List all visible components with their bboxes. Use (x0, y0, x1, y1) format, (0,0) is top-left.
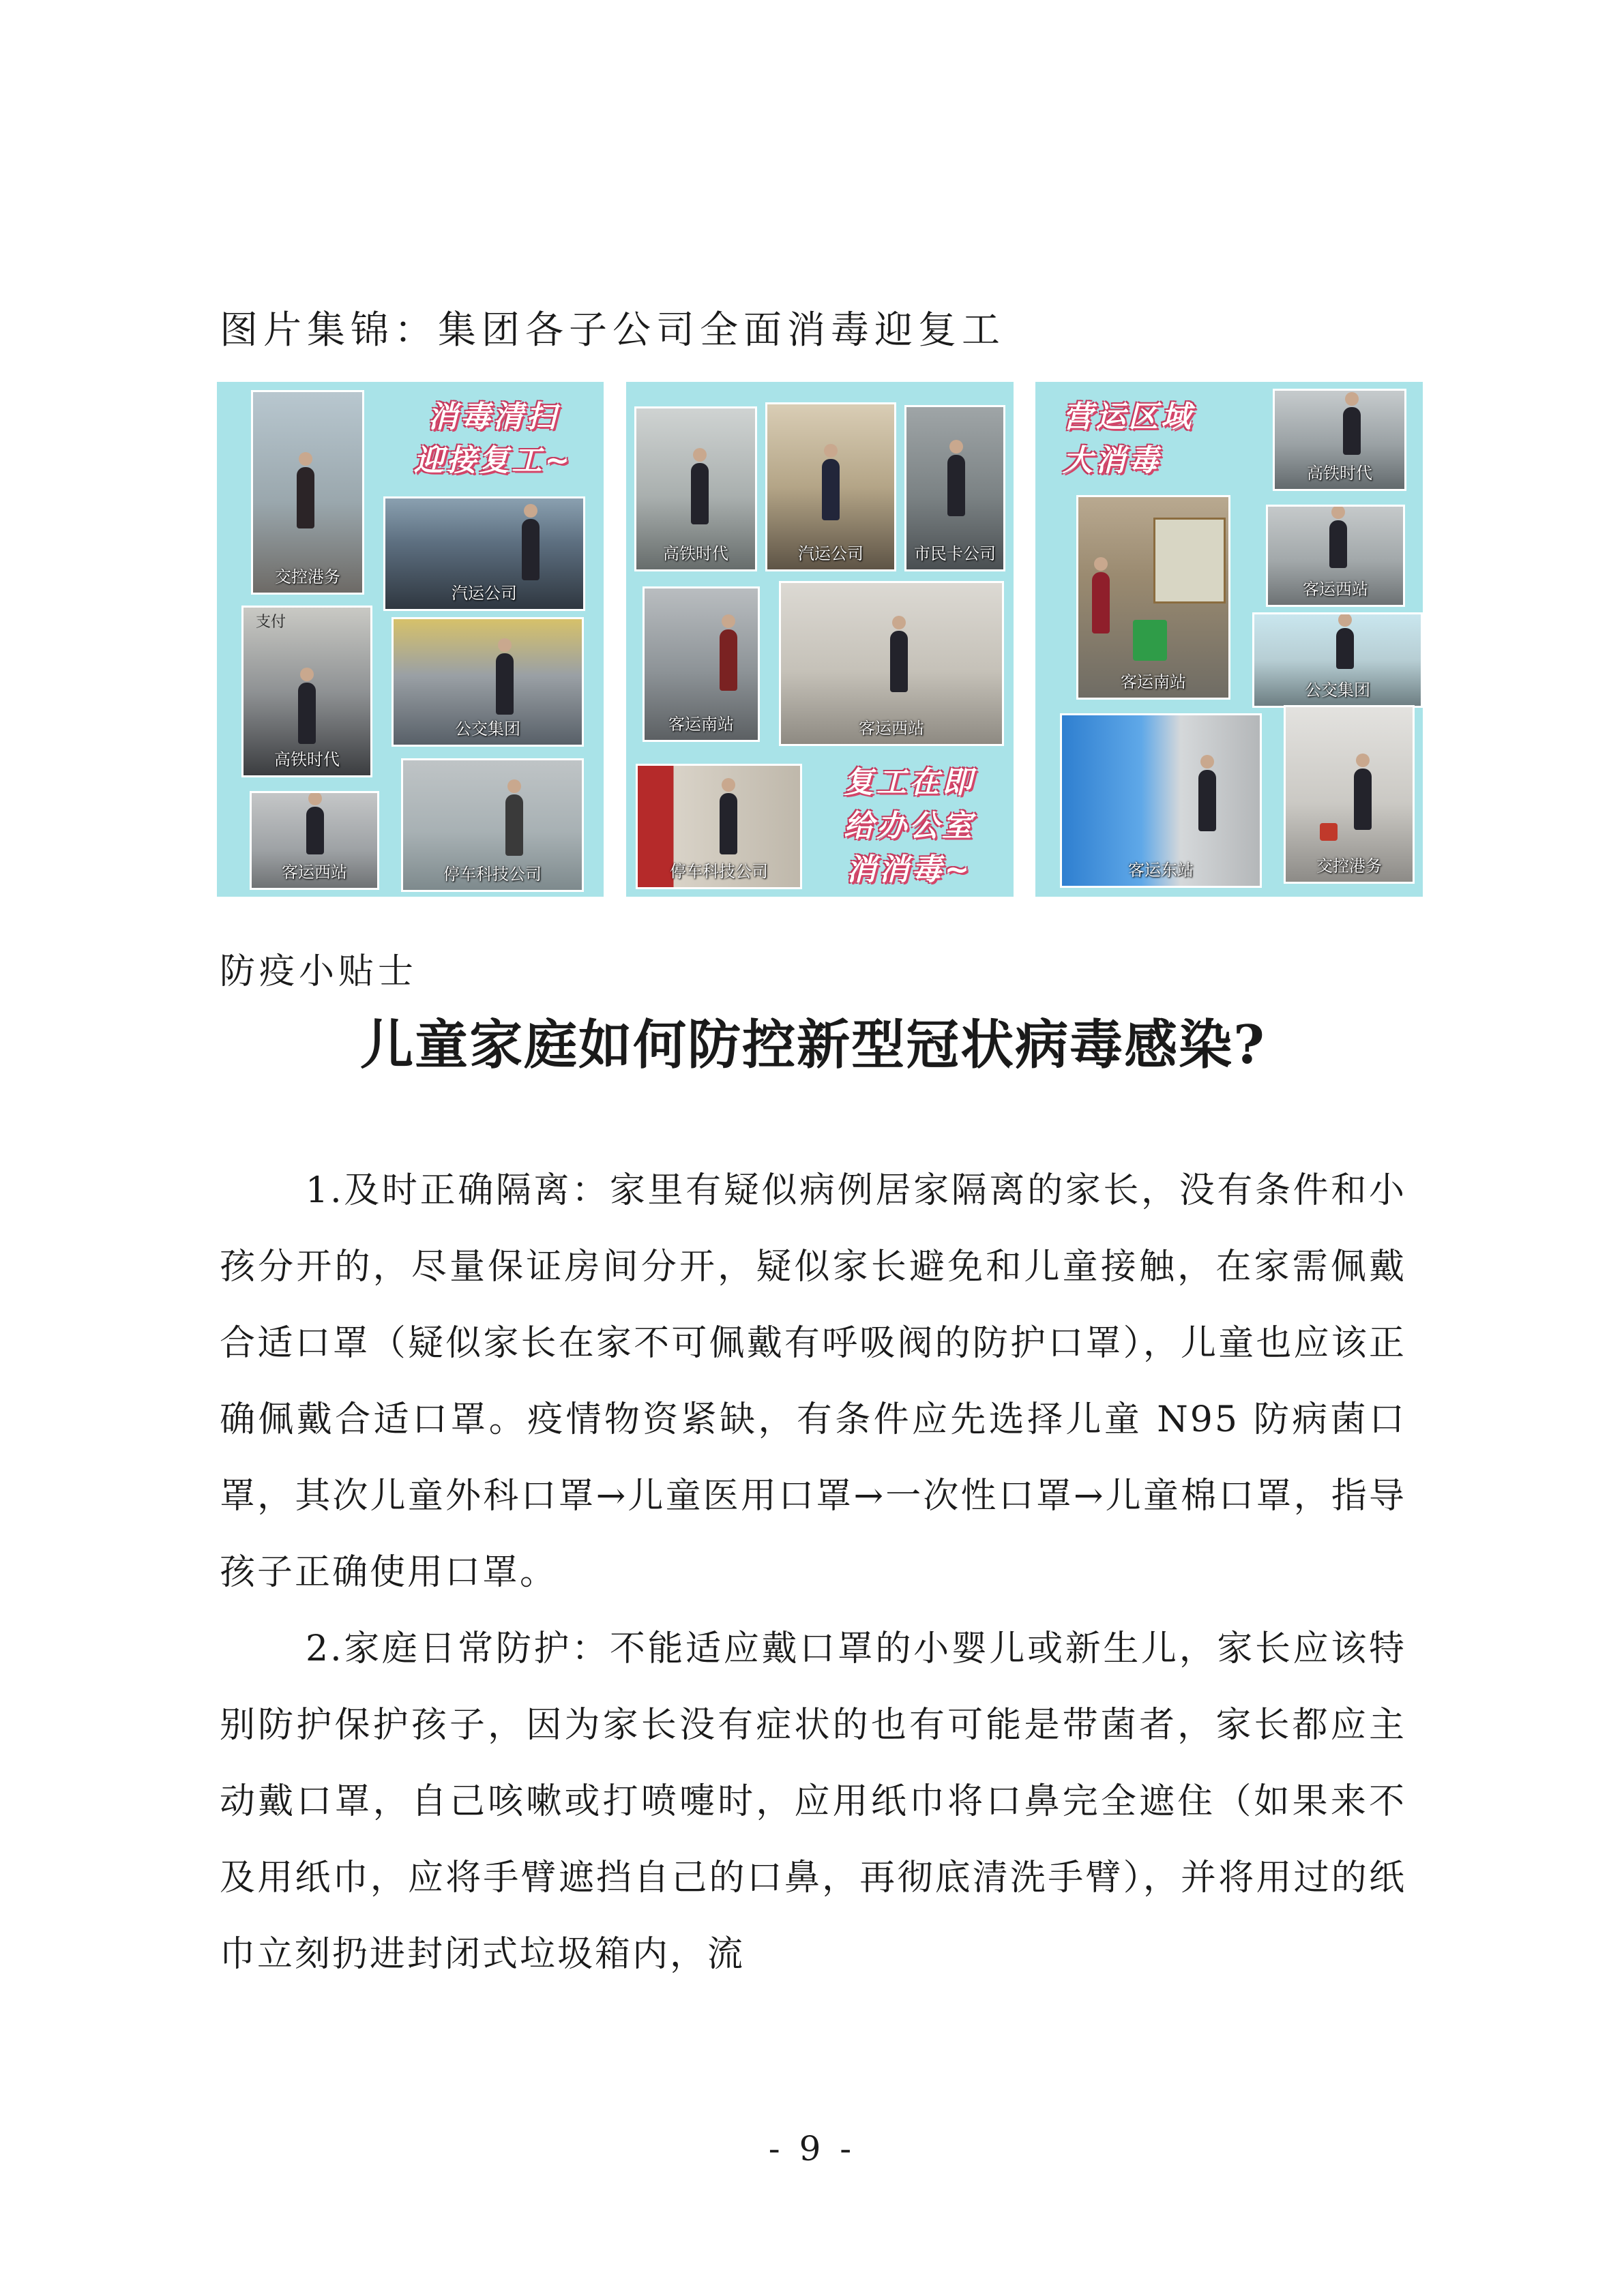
slogan-line: 大消毒 (1063, 443, 1161, 478)
photo-label: 高铁时代 (274, 750, 340, 769)
photo-label: 客运东站 (1128, 861, 1194, 880)
photo (383, 496, 585, 611)
photo-label: 汽运公司 (452, 584, 517, 603)
gallery-caption: 图片集锦：集团各子公司全面消毒迎复工 (220, 308, 1005, 353)
page-number: - 9 - (768, 2129, 856, 2168)
photo-label: 客运南站 (1121, 672, 1186, 691)
slogan-line: 消消毒~ (846, 852, 973, 887)
photo (392, 617, 584, 747)
paragraph: 2.家庭日常防护：不能适应戴口罩的小婴儿或新生儿，家长应该特别防护保护孩子，因为家长没有症状的也有可能是带菌者，家长都应主动戴口罩，自己咳嗽或打喷嚏时，应用纸巾将口鼻完全遮住（如果来不及用纸巾，应将手臂遮挡自己的口鼻，再彻底清洗手臂），并将用过的纸巾立刻扔进封闭式垃圾箱内，流 (220, 1628, 1406, 1975)
photo-label: 客运西站 (282, 863, 347, 882)
photo-label: 客运西站 (1303, 580, 1368, 599)
photo-label: 停车科技公司 (443, 865, 542, 884)
photo-label: 公交集团 (1305, 681, 1370, 700)
section-label: 防疫小贴士 (220, 951, 418, 992)
photo-label: 高铁时代 (663, 544, 728, 563)
photo (1273, 389, 1406, 491)
photo (1284, 705, 1415, 884)
photo-label: 交控港务 (1316, 856, 1382, 876)
photo (250, 791, 379, 890)
photo (634, 406, 757, 571)
photo (401, 758, 584, 892)
slogan-line: 给办公室 (844, 809, 975, 844)
photo-label: 客运南站 (668, 715, 734, 734)
photo-collage-panel-3 (1035, 382, 1423, 897)
sign-text: 支付 (256, 614, 286, 631)
slogan-line: 消毒清扫 (428, 400, 559, 434)
photo (1060, 713, 1262, 888)
photo-label: 市民卡公司 (914, 544, 996, 563)
photo (1266, 505, 1405, 607)
slogan (810, 761, 1008, 892)
photo (779, 581, 1004, 746)
photo (241, 606, 372, 777)
slogan-line: 迎接复工~ (413, 443, 573, 478)
slogan-line: 复工在即 (844, 765, 975, 800)
photo-collage-panel-2 (626, 382, 1014, 897)
photo (904, 405, 1005, 571)
slogan (387, 396, 599, 483)
photo-label: 交控港务 (275, 567, 340, 586)
photo (643, 586, 760, 742)
photo-label: 高铁时代 (1307, 464, 1372, 483)
photo-collage-panel-1 (217, 382, 604, 897)
slogan (1063, 396, 1233, 483)
photo (1252, 612, 1423, 708)
article-headline: 儿童家庭如何防控新型冠状病毒感染? (360, 1014, 1266, 1076)
paragraph: 1.及时正确隔离：家里有疑似病例居家隔离的家长，没有条件和小孩分开的，尽量保证房间分开，疑似家长避免和儿童接触，在家需佩戴合适口罩（疑似家长在家不可佩戴有呼吸阀的防护口罩），儿童也应该正确佩戴合适口罩。疫情物资紧缺，有条件应先选择儿童 N95 防病菌口罩，其次儿童外科口罩→儿童医用口罩→一次性口罩→儿童棉口罩，指导孩子正确使用口罩。 (220, 1170, 1406, 1593)
photo-label: 停车科技公司 (670, 862, 768, 881)
photo-label: 公交集团 (455, 719, 520, 739)
photo-label: 汽运公司 (798, 544, 863, 563)
photo (251, 390, 364, 595)
photo (1076, 495, 1230, 700)
photo (636, 764, 802, 889)
slogan-line: 营运区域 (1063, 400, 1194, 434)
photo-label: 客运西站 (859, 719, 924, 738)
photo (765, 402, 896, 571)
